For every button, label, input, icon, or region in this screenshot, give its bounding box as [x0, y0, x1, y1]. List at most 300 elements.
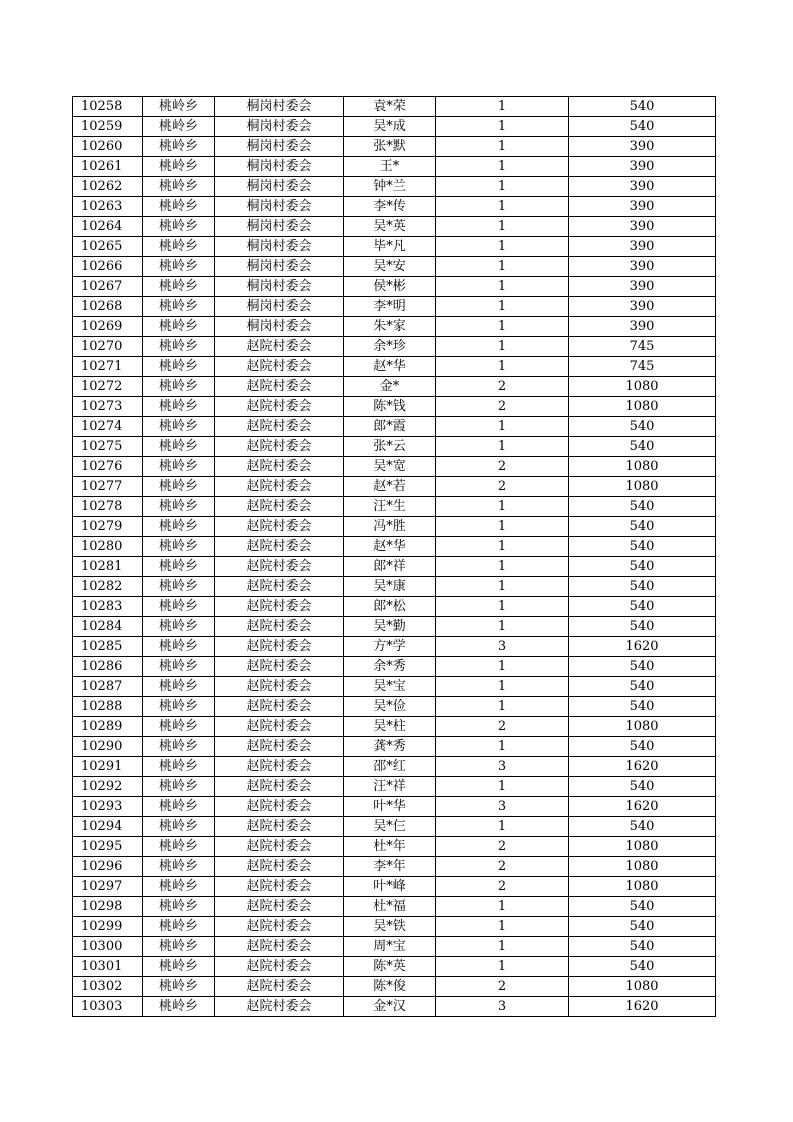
person-name-cell: 汪*祥 — [344, 777, 436, 797]
table-row — [73, 97, 716, 117]
table-row — [73, 157, 716, 177]
amount-cell: 540 — [569, 897, 716, 917]
table-row — [73, 937, 716, 957]
person-name-cell: 王* — [344, 157, 436, 177]
township-cell: 桃岭乡 — [143, 537, 215, 557]
household-count-cell: 2 — [436, 857, 569, 877]
table-row — [73, 297, 716, 317]
amount-cell: 1080 — [569, 877, 716, 897]
amount-cell: 1620 — [569, 997, 716, 1017]
person-name-cell: 吴*仨 — [344, 817, 436, 837]
amount-cell: 540 — [569, 417, 716, 437]
township-cell: 桃岭乡 — [143, 117, 215, 137]
village-committee-cell: 桐岗村委会 — [215, 97, 344, 117]
person-name-cell: 侯*彬 — [344, 277, 436, 297]
record-number-cell: 10266 — [73, 257, 143, 277]
amount-cell: 390 — [569, 297, 716, 317]
village-committee-cell: 赵院村委会 — [215, 497, 344, 517]
person-name-cell: 余*秀 — [344, 657, 436, 677]
amount-cell: 540 — [569, 577, 716, 597]
table-row — [73, 517, 716, 537]
amount-cell: 540 — [569, 657, 716, 677]
amount-cell: 540 — [569, 937, 716, 957]
person-name-cell: 陈*钱 — [344, 397, 436, 417]
person-name-cell: 朱*家 — [344, 317, 436, 337]
village-committee-cell: 赵院村委会 — [215, 537, 344, 557]
record-number-cell: 10303 — [73, 997, 143, 1017]
township-cell: 桃岭乡 — [143, 177, 215, 197]
table-row — [73, 377, 716, 397]
household-count-cell: 1 — [436, 737, 569, 757]
village-committee-cell: 桐岗村委会 — [215, 237, 344, 257]
amount-cell: 390 — [569, 217, 716, 237]
record-number-cell: 10287 — [73, 677, 143, 697]
table-row — [73, 637, 716, 657]
amount-cell: 540 — [569, 957, 716, 977]
amount-cell: 390 — [569, 237, 716, 257]
township-cell: 桃岭乡 — [143, 777, 215, 797]
table-row — [73, 997, 716, 1017]
household-count-cell: 1 — [436, 817, 569, 837]
record-number-cell: 10295 — [73, 837, 143, 857]
amount-cell: 1080 — [569, 717, 716, 737]
table-row — [73, 557, 716, 577]
township-cell: 桃岭乡 — [143, 797, 215, 817]
record-number-cell: 10292 — [73, 777, 143, 797]
table-row — [73, 617, 716, 637]
amount-cell: 1080 — [569, 977, 716, 997]
record-number-cell: 10277 — [73, 477, 143, 497]
household-count-cell: 2 — [436, 877, 569, 897]
township-cell: 桃岭乡 — [143, 217, 215, 237]
record-number-cell: 10276 — [73, 457, 143, 477]
village-committee-cell: 桐岗村委会 — [215, 277, 344, 297]
person-name-cell: 吴*英 — [344, 217, 436, 237]
amount-cell: 540 — [569, 537, 716, 557]
village-committee-cell: 桐岗村委会 — [215, 197, 344, 217]
person-name-cell: 郎*松 — [344, 597, 436, 617]
table-row — [73, 977, 716, 997]
person-name-cell: 郎*祥 — [344, 557, 436, 577]
household-count-cell: 1 — [436, 677, 569, 697]
township-cell: 桃岭乡 — [143, 237, 215, 257]
amount-cell: 1620 — [569, 797, 716, 817]
village-committee-cell: 赵院村委会 — [215, 897, 344, 917]
record-number-cell: 10299 — [73, 917, 143, 937]
table-row — [73, 537, 716, 557]
village-committee-cell: 赵院村委会 — [215, 377, 344, 397]
person-name-cell: 赵*华 — [344, 537, 436, 557]
record-number-cell: 10273 — [73, 397, 143, 417]
village-committee-cell: 赵院村委会 — [215, 657, 344, 677]
record-number-cell: 10267 — [73, 277, 143, 297]
amount-cell: 540 — [569, 97, 716, 117]
table-row — [73, 357, 716, 377]
record-number-cell: 10293 — [73, 797, 143, 817]
record-number-cell: 10263 — [73, 197, 143, 217]
amount-cell: 540 — [569, 737, 716, 757]
village-committee-cell: 赵院村委会 — [215, 637, 344, 657]
township-cell: 桃岭乡 — [143, 277, 215, 297]
village-committee-cell: 赵院村委会 — [215, 697, 344, 717]
table-row — [73, 897, 716, 917]
township-cell: 桃岭乡 — [143, 617, 215, 637]
table-row — [73, 237, 716, 257]
table-row — [73, 197, 716, 217]
person-name-cell: 赵*若 — [344, 477, 436, 497]
household-count-cell: 1 — [436, 617, 569, 637]
record-number-cell: 10268 — [73, 297, 143, 317]
person-name-cell: 冯*胜 — [344, 517, 436, 537]
person-name-cell: 龚*秀 — [344, 737, 436, 757]
township-cell: 桃岭乡 — [143, 717, 215, 737]
village-committee-cell: 赵院村委会 — [215, 877, 344, 897]
amount-cell: 1080 — [569, 477, 716, 497]
household-count-cell: 1 — [436, 117, 569, 137]
household-count-cell: 1 — [436, 157, 569, 177]
household-count-cell: 1 — [436, 197, 569, 217]
person-name-cell: 钟*兰 — [344, 177, 436, 197]
table-row — [73, 737, 716, 757]
amount-cell: 1620 — [569, 637, 716, 657]
record-number-cell: 10281 — [73, 557, 143, 577]
household-count-cell: 1 — [436, 277, 569, 297]
township-cell: 桃岭乡 — [143, 597, 215, 617]
township-cell: 桃岭乡 — [143, 897, 215, 917]
table-row — [73, 337, 716, 357]
table-row — [73, 117, 716, 137]
record-number-cell: 10274 — [73, 417, 143, 437]
household-count-cell: 1 — [436, 937, 569, 957]
village-committee-cell: 赵院村委会 — [215, 557, 344, 577]
household-count-cell: 3 — [436, 757, 569, 777]
table-row — [73, 817, 716, 837]
household-count-cell: 1 — [436, 357, 569, 377]
township-cell: 桃岭乡 — [143, 397, 215, 417]
amount-cell: 540 — [569, 817, 716, 837]
person-name-cell: 叶*华 — [344, 797, 436, 817]
household-count-cell: 2 — [436, 397, 569, 417]
person-name-cell: 郎*霞 — [344, 417, 436, 437]
township-cell: 桃岭乡 — [143, 737, 215, 757]
village-committee-cell: 赵院村委会 — [215, 397, 344, 417]
household-count-cell: 1 — [436, 177, 569, 197]
village-committee-cell: 赵院村委会 — [215, 857, 344, 877]
record-number-cell: 10301 — [73, 957, 143, 977]
village-committee-cell: 赵院村委会 — [215, 597, 344, 617]
table-row — [73, 877, 716, 897]
township-cell: 桃岭乡 — [143, 857, 215, 877]
village-committee-cell: 桐岗村委会 — [215, 297, 344, 317]
household-count-cell: 1 — [436, 337, 569, 357]
amount-cell: 1080 — [569, 857, 716, 877]
table-row — [73, 277, 716, 297]
table-row — [73, 797, 716, 817]
township-cell: 桃岭乡 — [143, 297, 215, 317]
village-committee-cell: 桐岗村委会 — [215, 137, 344, 157]
record-number-cell: 10290 — [73, 737, 143, 757]
household-count-cell: 1 — [436, 557, 569, 577]
amount-cell: 540 — [569, 597, 716, 617]
village-committee-cell: 赵院村委会 — [215, 617, 344, 637]
person-name-cell: 周*宝 — [344, 937, 436, 957]
township-cell: 桃岭乡 — [143, 697, 215, 717]
table-row — [73, 777, 716, 797]
village-committee-cell: 赵院村委会 — [215, 917, 344, 937]
township-cell: 桃岭乡 — [143, 877, 215, 897]
record-number-cell: 10272 — [73, 377, 143, 397]
person-name-cell: 吴*宝 — [344, 677, 436, 697]
person-name-cell: 吴*勤 — [344, 617, 436, 637]
record-number-cell: 10269 — [73, 317, 143, 337]
person-name-cell: 金* — [344, 377, 436, 397]
village-committee-cell: 赵院村委会 — [215, 337, 344, 357]
township-cell: 桃岭乡 — [143, 197, 215, 217]
township-cell: 桃岭乡 — [143, 477, 215, 497]
record-number-cell: 10282 — [73, 577, 143, 597]
township-cell: 桃岭乡 — [143, 357, 215, 377]
township-cell: 桃岭乡 — [143, 497, 215, 517]
household-count-cell: 2 — [436, 457, 569, 477]
person-name-cell: 吴*宽 — [344, 457, 436, 477]
table-row — [73, 957, 716, 977]
record-number-cell: 10297 — [73, 877, 143, 897]
township-cell: 桃岭乡 — [143, 317, 215, 337]
amount-cell: 390 — [569, 317, 716, 337]
amount-cell: 540 — [569, 777, 716, 797]
village-committee-cell: 赵院村委会 — [215, 757, 344, 777]
township-cell: 桃岭乡 — [143, 157, 215, 177]
household-count-cell: 3 — [436, 997, 569, 1017]
record-number-cell: 10286 — [73, 657, 143, 677]
household-count-cell: 1 — [436, 917, 569, 937]
village-committee-cell: 桐岗村委会 — [215, 317, 344, 337]
household-count-cell: 1 — [436, 697, 569, 717]
household-count-cell: 1 — [436, 777, 569, 797]
person-name-cell: 张*云 — [344, 437, 436, 457]
record-number-cell: 10288 — [73, 697, 143, 717]
household-count-cell: 1 — [436, 417, 569, 437]
village-committee-cell: 赵院村委会 — [215, 957, 344, 977]
village-committee-cell: 赵院村委会 — [215, 437, 344, 457]
household-count-cell: 1 — [436, 597, 569, 617]
record-number-cell: 10298 — [73, 897, 143, 917]
table-row — [73, 677, 716, 697]
table-row — [73, 477, 716, 497]
amount-cell: 1620 — [569, 757, 716, 777]
table-row — [73, 497, 716, 517]
household-count-cell: 1 — [436, 137, 569, 157]
person-name-cell: 吴*成 — [344, 117, 436, 137]
household-count-cell: 3 — [436, 637, 569, 657]
record-number-cell: 10259 — [73, 117, 143, 137]
township-cell: 桃岭乡 — [143, 957, 215, 977]
household-count-cell: 1 — [436, 577, 569, 597]
household-count-cell: 1 — [436, 537, 569, 557]
amount-cell: 745 — [569, 357, 716, 377]
village-committee-cell: 桐岗村委会 — [215, 117, 344, 137]
table-row — [73, 257, 716, 277]
household-count-cell: 1 — [436, 237, 569, 257]
person-name-cell: 张*默 — [344, 137, 436, 157]
village-committee-cell: 赵院村委会 — [215, 837, 344, 857]
person-name-cell: 陈*英 — [344, 957, 436, 977]
record-number-cell: 10260 — [73, 137, 143, 157]
record-number-cell: 10300 — [73, 937, 143, 957]
table-row — [73, 717, 716, 737]
village-committee-cell: 桐岗村委会 — [215, 157, 344, 177]
village-committee-cell: 桐岗村委会 — [215, 177, 344, 197]
amount-cell: 540 — [569, 917, 716, 937]
township-cell: 桃岭乡 — [143, 577, 215, 597]
amount-cell: 540 — [569, 677, 716, 697]
person-name-cell: 吴*柱 — [344, 717, 436, 737]
village-committee-cell: 赵院村委会 — [215, 457, 344, 477]
person-name-cell: 杜*年 — [344, 837, 436, 857]
village-committee-cell: 赵院村委会 — [215, 677, 344, 697]
record-number-cell: 10291 — [73, 757, 143, 777]
household-count-cell: 1 — [436, 957, 569, 977]
village-committee-cell: 赵院村委会 — [215, 737, 344, 757]
amount-cell: 540 — [569, 517, 716, 537]
township-cell: 桃岭乡 — [143, 977, 215, 997]
table-row — [73, 757, 716, 777]
household-count-cell: 1 — [436, 437, 569, 457]
township-cell: 桃岭乡 — [143, 757, 215, 777]
record-number-cell: 10285 — [73, 637, 143, 657]
amount-cell: 1080 — [569, 837, 716, 857]
table-row — [73, 577, 716, 597]
amount-cell: 745 — [569, 337, 716, 357]
amount-cell: 1080 — [569, 397, 716, 417]
household-count-cell: 1 — [436, 497, 569, 517]
township-cell: 桃岭乡 — [143, 517, 215, 537]
amount-cell: 1080 — [569, 457, 716, 477]
table-row — [73, 597, 716, 617]
person-name-cell: 吴*安 — [344, 257, 436, 277]
table-row — [73, 397, 716, 417]
record-number-cell: 10264 — [73, 217, 143, 237]
village-committee-cell: 赵院村委会 — [215, 797, 344, 817]
village-committee-cell: 赵院村委会 — [215, 477, 344, 497]
record-number-cell: 10275 — [73, 437, 143, 457]
village-committee-cell: 赵院村委会 — [215, 577, 344, 597]
amount-cell: 1080 — [569, 377, 716, 397]
township-cell: 桃岭乡 — [143, 337, 215, 357]
person-name-cell: 吴*铁 — [344, 917, 436, 937]
record-number-cell: 10296 — [73, 857, 143, 877]
record-number-cell: 10289 — [73, 717, 143, 737]
person-name-cell: 陈*俊 — [344, 977, 436, 997]
amount-cell: 390 — [569, 157, 716, 177]
township-cell: 桃岭乡 — [143, 457, 215, 477]
household-count-cell: 2 — [436, 717, 569, 737]
household-count-cell: 2 — [436, 837, 569, 857]
person-name-cell: 李*传 — [344, 197, 436, 217]
record-number-cell: 10262 — [73, 177, 143, 197]
village-committee-cell: 桐岗村委会 — [215, 217, 344, 237]
person-name-cell: 杜*福 — [344, 897, 436, 917]
person-name-cell: 吴*俭 — [344, 697, 436, 717]
person-name-cell: 赵*华 — [344, 357, 436, 377]
record-number-cell: 10294 — [73, 817, 143, 837]
record-number-cell: 10258 — [73, 97, 143, 117]
table-row — [73, 137, 716, 157]
household-count-cell: 1 — [436, 257, 569, 277]
household-count-cell: 1 — [436, 317, 569, 337]
amount-cell: 540 — [569, 697, 716, 717]
table-row — [73, 217, 716, 237]
household-count-cell: 1 — [436, 297, 569, 317]
person-name-cell: 毕*凡 — [344, 237, 436, 257]
township-cell: 桃岭乡 — [143, 817, 215, 837]
person-name-cell: 叶*峰 — [344, 877, 436, 897]
record-number-cell: 10265 — [73, 237, 143, 257]
household-count-cell: 1 — [436, 517, 569, 537]
amount-cell: 390 — [569, 177, 716, 197]
table-row — [73, 837, 716, 857]
village-committee-cell: 赵院村委会 — [215, 937, 344, 957]
table-row — [73, 657, 716, 677]
village-committee-cell: 桐岗村委会 — [215, 257, 344, 277]
record-number-cell: 10284 — [73, 617, 143, 637]
table-row — [73, 457, 716, 477]
village-committee-cell: 赵院村委会 — [215, 717, 344, 737]
township-cell: 桃岭乡 — [143, 837, 215, 857]
record-number-cell: 10261 — [73, 157, 143, 177]
amount-cell: 390 — [569, 257, 716, 277]
amount-cell: 540 — [569, 497, 716, 517]
township-cell: 桃岭乡 — [143, 97, 215, 117]
record-number-cell: 10280 — [73, 537, 143, 557]
amount-cell: 540 — [569, 617, 716, 637]
person-name-cell: 汪*生 — [344, 497, 436, 517]
township-cell: 桃岭乡 — [143, 437, 215, 457]
table-row — [73, 417, 716, 437]
township-cell: 桃岭乡 — [143, 917, 215, 937]
amount-cell: 540 — [569, 557, 716, 577]
household-count-cell: 3 — [436, 797, 569, 817]
person-name-cell: 李*明 — [344, 297, 436, 317]
record-number-cell: 10270 — [73, 337, 143, 357]
table-row — [73, 917, 716, 937]
record-number-cell: 10279 — [73, 517, 143, 537]
township-cell: 桃岭乡 — [143, 257, 215, 277]
township-cell: 桃岭乡 — [143, 677, 215, 697]
roster-table — [72, 96, 716, 1017]
village-committee-cell: 赵院村委会 — [215, 977, 344, 997]
record-number-cell: 10278 — [73, 497, 143, 517]
village-committee-cell: 赵院村委会 — [215, 517, 344, 537]
amount-cell: 540 — [569, 437, 716, 457]
township-cell: 桃岭乡 — [143, 377, 215, 397]
township-cell: 桃岭乡 — [143, 657, 215, 677]
record-number-cell: 10302 — [73, 977, 143, 997]
amount-cell: 390 — [569, 197, 716, 217]
village-committee-cell: 赵院村委会 — [215, 357, 344, 377]
village-committee-cell: 赵院村委会 — [215, 997, 344, 1017]
person-name-cell: 邵*红 — [344, 757, 436, 777]
township-cell: 桃岭乡 — [143, 417, 215, 437]
table-row — [73, 317, 716, 337]
person-name-cell: 方*学 — [344, 637, 436, 657]
township-cell: 桃岭乡 — [143, 637, 215, 657]
township-cell: 桃岭乡 — [143, 557, 215, 577]
amount-cell: 540 — [569, 117, 716, 137]
household-count-cell: 2 — [436, 377, 569, 397]
household-count-cell: 1 — [436, 897, 569, 917]
person-name-cell: 吴*康 — [344, 577, 436, 597]
